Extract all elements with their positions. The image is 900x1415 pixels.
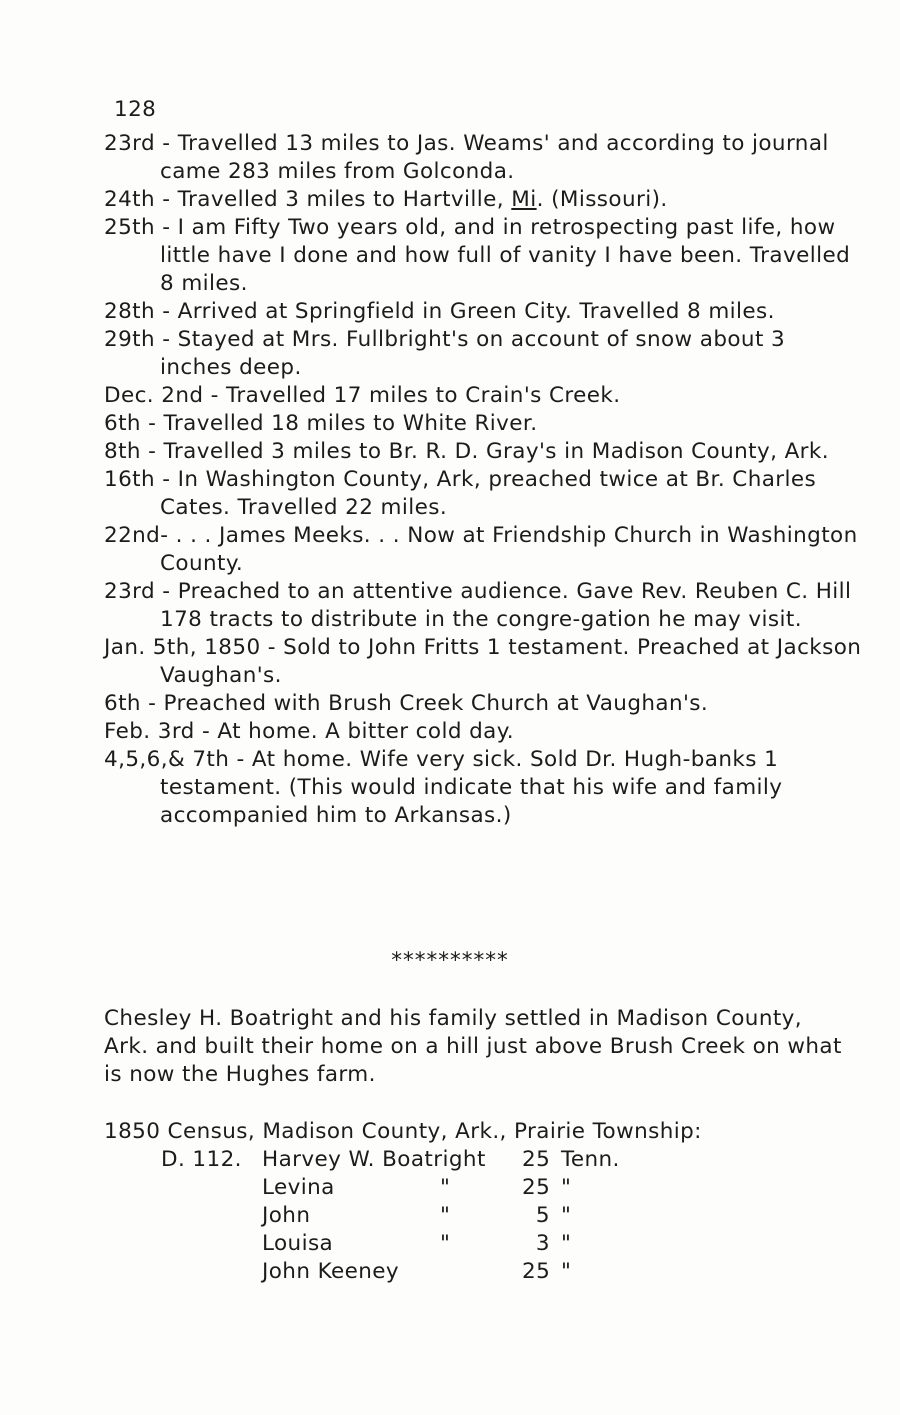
journal-entry: 23rd - Travelled 13 miles to Jas. Weams' and according to journal came 283 miles from Golconda. — [104, 131, 829, 184]
census-row — [104, 1146, 844, 1174]
census-birthplace: Tenn. — [561, 1147, 620, 1172]
journal-entry: Dec. 2nd - Travelled 17 miles to Crain's Creek. — [104, 383, 621, 408]
census-age: 5 — [535, 1203, 550, 1228]
census-ditto-mark: " — [440, 1175, 451, 1200]
journal-entry: 8th - Travelled 3 miles to Br. R. D. Gray's in Madison County, Ark. — [104, 439, 830, 464]
census-row — [104, 1174, 844, 1202]
census-age: 3 — [535, 1231, 550, 1256]
census-row — [104, 1258, 844, 1286]
census-birthplace: " — [561, 1231, 572, 1256]
census-age: 25 — [522, 1259, 551, 1284]
journal-entry: 23rd - Preached to an attentive audience. Gave Rev. Reuben C. Hill 178 tracts to distribute in the congre-gation he may visit. — [104, 579, 852, 632]
entry-text: 24th - Travelled 3 miles to Hartville, — [104, 187, 512, 212]
census-ditto-mark: " — [440, 1231, 451, 1256]
census-age: 25 — [522, 1147, 551, 1172]
journal-entry: 25th - I am Fifty Two years old, and in retrospecting past life, how little have I done and how full of vanity I have been. Travelled 8 miles. — [104, 215, 851, 296]
census-age: 25 — [522, 1175, 551, 1200]
census-birthplace: " — [561, 1175, 572, 1200]
section-divider: ********** — [391, 948, 509, 973]
census-name: Harvey W. Boatright — [262, 1147, 486, 1172]
journal-entry: 4,5,6,& 7th - At home. Wife very sick. Sold Dr. Hugh-banks 1 testament. (This would indicate that his wife and family accompanied him to Arkansas.) — [104, 747, 783, 828]
journal-entry: 16th - In Washington County, Ark, preached twice at Br. Charles Cates. Travelled 22 miles. — [104, 467, 817, 520]
journal-entry: Jan. 5th, 1850 - Sold to John Fritts 1 testament. Preached at Jackson Vaughan's. — [104, 635, 862, 688]
census-name: Levina — [262, 1175, 335, 1200]
census-row — [104, 1202, 844, 1230]
journal-entry: Feb. 3rd - At home. A bitter cold day. — [104, 719, 515, 744]
journal-entry: 6th - Travelled 18 miles to White River. — [104, 411, 538, 436]
census-dwelling: D. 112. — [161, 1147, 242, 1172]
narrative-paragraph: Chesley H. Boatright and his family settled in Madison County, Ark. and built their home on a hill just above Brush Creek on what is now the Hughes farm. — [104, 1006, 842, 1087]
journal-entry: 28th - Arrived at Springfield in Green City. Travelled 8 miles. — [104, 299, 775, 324]
journal-entry — [104, 186, 864, 214]
census-record — [104, 1118, 844, 1286]
entry-text: . (Missouri). — [536, 187, 668, 212]
census-birthplace: " — [561, 1203, 572, 1228]
census-name: Louisa — [262, 1231, 334, 1256]
journal-entry: 6th - Preached with Brush Creek Church at Vaughan's. — [104, 691, 709, 716]
census-birthplace: " — [561, 1259, 572, 1284]
census-ditto-mark: " — [440, 1203, 451, 1228]
journal-entry: 22nd- . . . James Meeks. . . Now at Friendship Church in Washington County. — [104, 523, 858, 576]
census-name: John Keeney — [262, 1259, 400, 1284]
journal-entry: 29th - Stayed at Mrs. Fullbright's on account of snow about 3 inches deep. — [104, 327, 786, 380]
page-number: 128 — [114, 97, 157, 122]
census-row — [104, 1230, 844, 1258]
journal-entries — [104, 130, 864, 830]
census-heading: 1850 Census, Madison County, Ark., Prairie Township: — [104, 1119, 702, 1144]
census-name: John — [262, 1203, 311, 1228]
underlined-abbreviation: Mi — [511, 187, 537, 212]
